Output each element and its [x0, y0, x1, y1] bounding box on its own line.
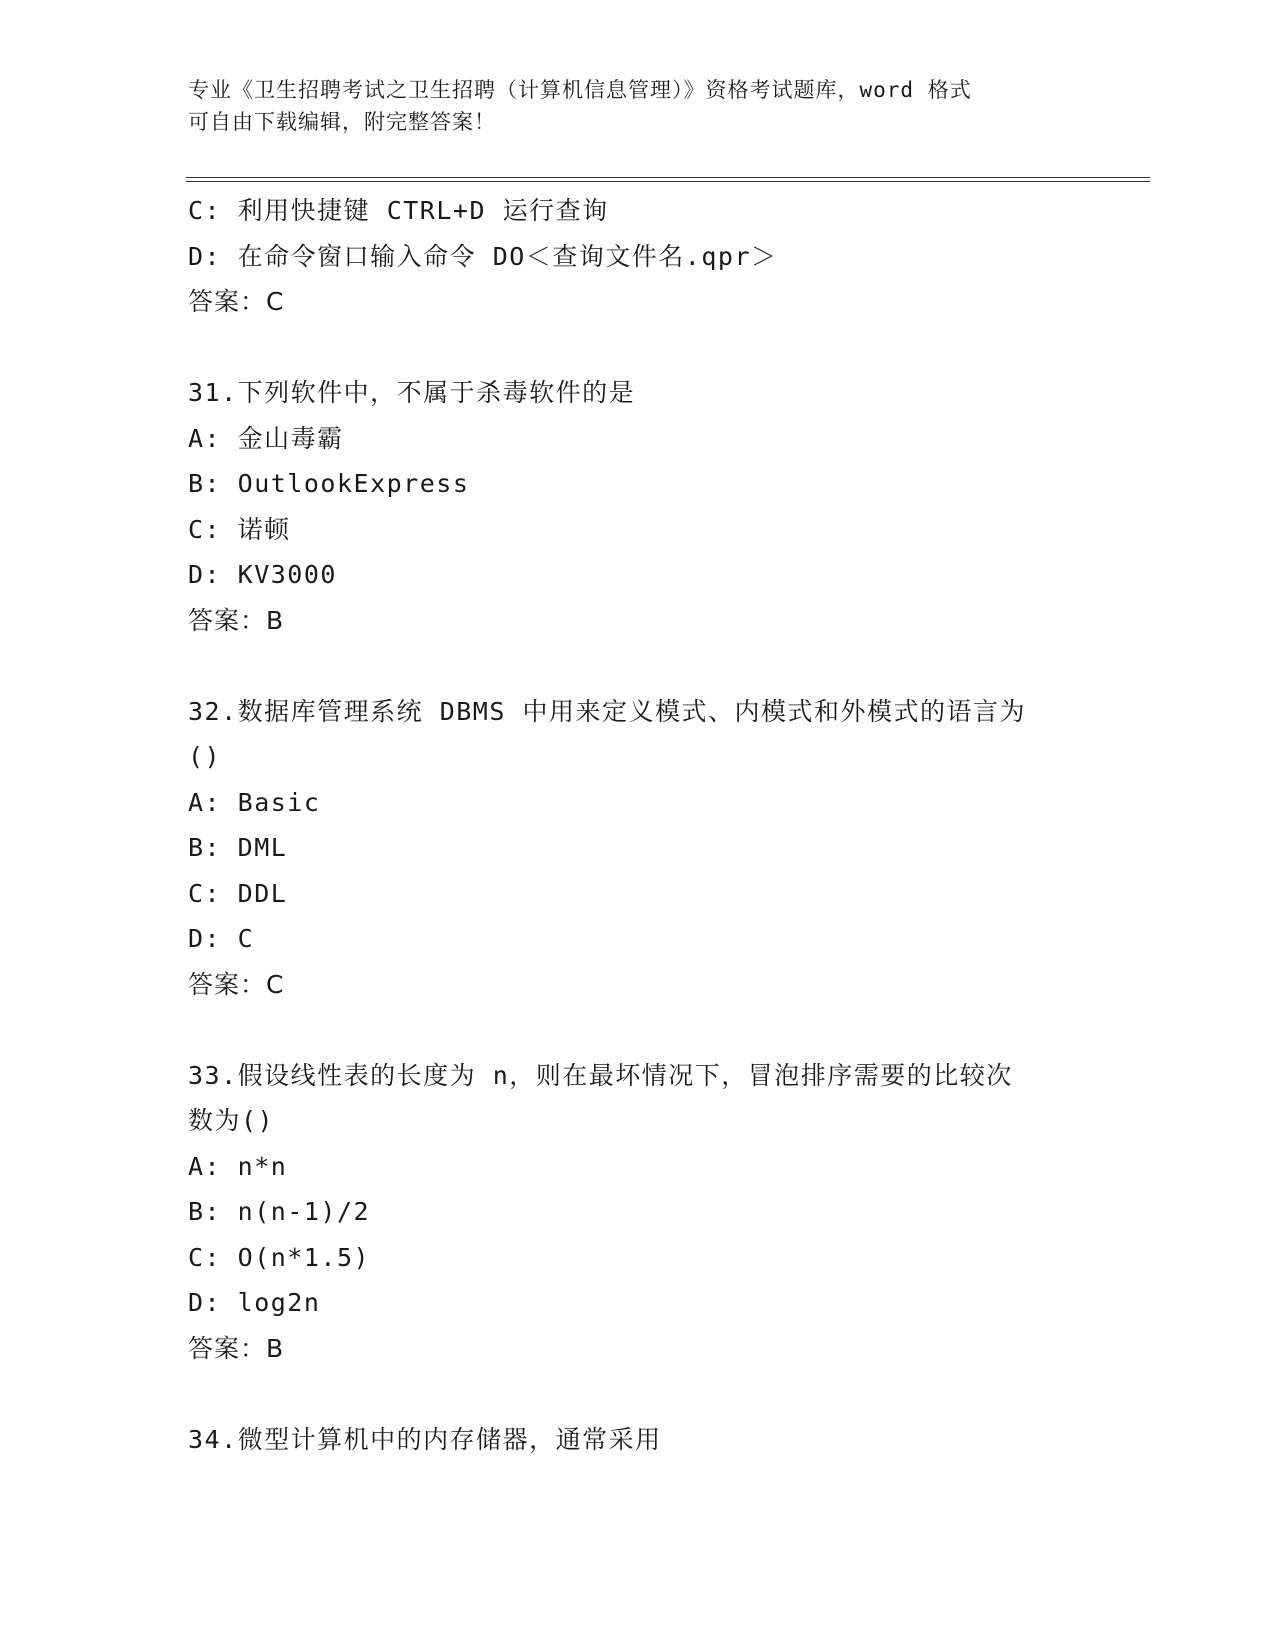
question-stem-continued: (): [188, 742, 222, 771]
header-divider-bottom: [186, 181, 1150, 182]
header-line-1: 专业《卫生招聘考试之卫生招聘（计算机信息管理）》资格考试题库，word 格式: [188, 78, 972, 102]
spacer: [188, 1371, 1088, 1417]
header-line-2: 可自由下载编辑，附完整答案！: [188, 110, 496, 134]
spacer: [188, 1007, 1088, 1053]
option-d: D: 在命令窗口输入命令 DO＜查询文件名.qpr＞: [188, 241, 778, 271]
question-stem: 34.微型计算机中的内存储器，通常采用: [188, 1424, 662, 1454]
option-b: B: n(n-1)/2: [188, 1197, 371, 1226]
option-c: C: DDL: [188, 878, 288, 908]
option-b: B: OutlookExpress: [188, 469, 470, 498]
question-stem: 33.假设线性表的长度为 n，则在最坏情况下，冒泡排序需要的比较次: [188, 1060, 1013, 1090]
answer-line: 答案：C: [188, 287, 285, 316]
question-stem-continued: 数为(): [188, 1106, 275, 1135]
option-a: A: n*n: [188, 1151, 288, 1181]
question-32: [188, 689, 1088, 1008]
spacer: [188, 643, 1088, 689]
question-stem: 32.数据库管理系统 DBMS 中用来定义模式、内模式和外模式的语言为: [188, 696, 1026, 726]
question-list: [188, 188, 1088, 1462]
option-d: D: KV3000: [188, 560, 337, 589]
option-a: A: Basic: [188, 787, 321, 817]
question-34: [188, 1417, 1088, 1463]
option-d: D: C: [188, 924, 255, 953]
spacer: [188, 325, 1088, 371]
option-a: A: 金山毒霸: [188, 423, 344, 453]
option-c: C: O(n*1.5): [188, 1242, 371, 1272]
answer-line: 答案：B: [188, 605, 285, 635]
question-33: [188, 1053, 1088, 1372]
answer-line: 答案：C: [188, 969, 285, 999]
header-divider-top: [186, 177, 1150, 178]
document-header: [188, 74, 1088, 138]
option-c: C: 利用快捷键 CTRL+D 运行查询: [188, 196, 609, 225]
option-c: C: 诺顿: [188, 514, 291, 544]
question-stem: 31.下列软件中，不属于杀毒软件的是: [188, 378, 636, 407]
question-31: [188, 370, 1088, 643]
question-30-continuation: [188, 188, 1088, 325]
option-d: D: log2n: [188, 1288, 321, 1317]
option-b: B: DML: [188, 833, 288, 862]
answer-line: 答案：B: [188, 1333, 285, 1363]
